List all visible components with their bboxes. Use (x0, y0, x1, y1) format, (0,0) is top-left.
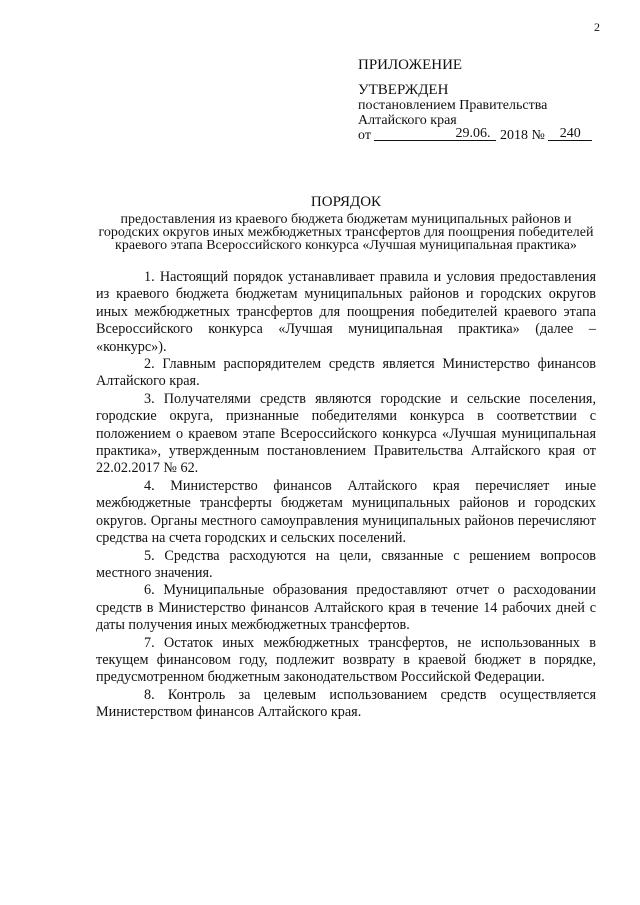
approval-block (358, 58, 608, 143)
paragraph-6: 6. Муниципальные образования предоставляют отчет о расходовании средств в Министерство финансов Алтайского края в течение 14 рабочих дней с даты получения иных межбюджетных трансфертов. (96, 582, 596, 634)
approval-year: 2018 № (499, 128, 545, 143)
approved-label: УТВЕРЖДЕН (358, 82, 449, 98)
paragraph-5: 5. Средства расходуются на цели, связанные с решением вопросов местного значения. (96, 547, 596, 581)
paragraph-1: 1. Настоящий порядок устанавливает правила и условия предоставления из краевого бюджета бюджетам муниципальных районов и городских округов иных межбюджетных трансфертов для поощрения победителей краевого этапа Всероссийского конкурса «Лучшая муниципальная практика» (далее – «конкурс»). (96, 269, 596, 355)
paragraph-7: 7. Остаток иных межбюджетных трансфертов, не использованных в текущем финансовом году, подлежит возврату в краевой бюджет в порядке, предусмотренном бюджетным законодательством Российской Федерации. (96, 634, 596, 686)
approval-line-1: постановлением Правительства (358, 98, 548, 113)
title-subtitle: предоставления из краевого бюджета бюджетам муниципальных районов и городских округов иных межбюджетных трансфертов для поощрения победителей краевого этапа Всероссийского конкурса «Лучшая муниципальная практика» (98, 212, 594, 253)
approval-date: 29.06. (374, 127, 496, 141)
title-heading: ПОРЯДОК (310, 194, 382, 210)
page-number: 2 (594, 20, 600, 34)
document-body (96, 269, 596, 722)
paragraph-8: 8. Контроль за целевым использованием средств осуществляется Министерством финансов Алтайского края. (96, 686, 596, 721)
from-label: от (358, 128, 371, 143)
approval-date-line (358, 128, 608, 143)
approval-number: 240 (548, 127, 592, 141)
document-title (96, 194, 596, 252)
paragraph-3: 3. Получателями средств являются городские и сельские поселения, городские округа, признанные победителями конкурса в соответствии с положением о краевом этапе Всероссийского конкурса «Лучшая муниципальная практика», утвержденным постановлением Правительства Алтайского края от 22.02.2017 № 62. (96, 390, 596, 477)
approval-line-2: Алтайского края (358, 113, 457, 128)
paragraph-2: 2. Главным распорядителем средств является Министерство финансов Алтайского края. (96, 356, 596, 390)
appendix-label: ПРИЛОЖЕНИЕ (358, 57, 463, 73)
paragraph-4: 4. Министерство финансов Алтайского края перечисляет иные межбюджетные трансферты бюджетам муниципальных районов и городских округов. Органы местного самоуправления муниципальных районов перечисляют средства на счета городских и сельских поселений. (96, 477, 596, 547)
